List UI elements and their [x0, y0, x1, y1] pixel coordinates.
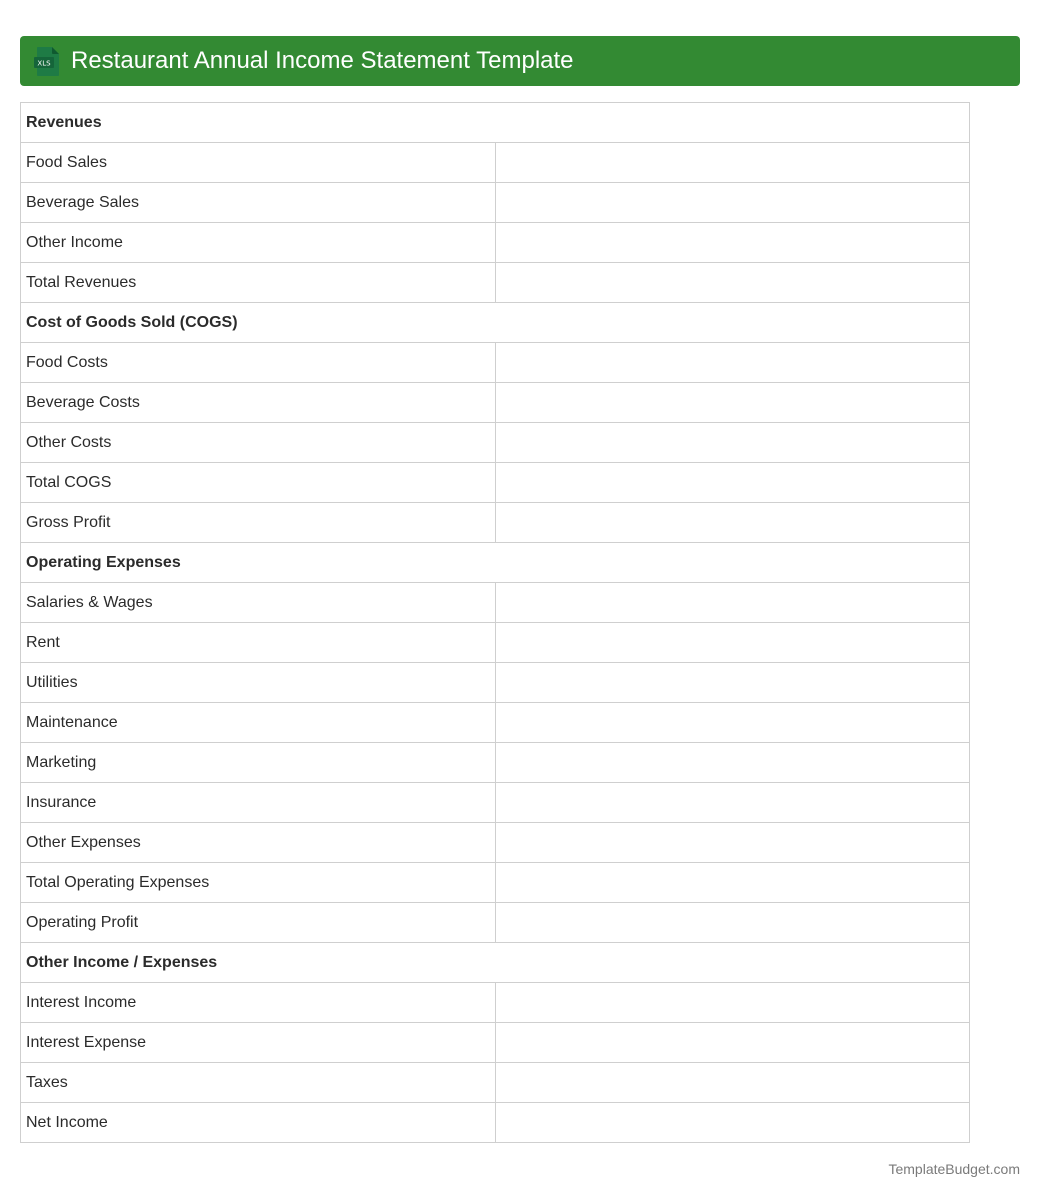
line-item-label: Maintenance: [21, 703, 496, 743]
section-header-label: Cost of Goods Sold (COGS): [21, 303, 970, 343]
line-item-value-cell[interactable]: [495, 463, 970, 503]
line-item-label: Rent: [21, 623, 496, 663]
line-item-label: Taxes: [21, 1063, 496, 1103]
line-item-value-cell[interactable]: [495, 343, 970, 383]
line-item-label: Salaries & Wages: [21, 583, 496, 623]
table-row: [21, 223, 970, 263]
line-item-value-cell[interactable]: [495, 863, 970, 903]
line-item-value-cell[interactable]: [495, 1063, 970, 1103]
line-item-value-cell[interactable]: [495, 583, 970, 623]
table-row: [21, 423, 970, 463]
section-header-label: Operating Expenses: [21, 543, 970, 583]
table-row: [21, 343, 970, 383]
title-bar: [20, 36, 1020, 86]
section-header-row: [21, 103, 970, 143]
table-row: [21, 823, 970, 863]
table-row: [21, 143, 970, 183]
line-item-label: Net Income: [21, 1103, 496, 1143]
table-row: [21, 183, 970, 223]
section-header-row: [21, 303, 970, 343]
line-item-value-cell[interactable]: [495, 703, 970, 743]
line-item-label: Other Expenses: [21, 823, 496, 863]
line-item-value-cell[interactable]: [495, 423, 970, 463]
table-row: [21, 1063, 970, 1103]
line-item-value-cell[interactable]: [495, 623, 970, 663]
line-item-value-cell[interactable]: [495, 903, 970, 943]
line-item-label: Total COGS: [21, 463, 496, 503]
line-item-value-cell[interactable]: [495, 503, 970, 543]
income-statement-table: [20, 102, 970, 1143]
line-item-label: Total Operating Expenses: [21, 863, 496, 903]
table-row: [21, 383, 970, 423]
page-title: Restaurant Annual Income Statement Template: [71, 47, 574, 74]
line-item-label: Interest Income: [21, 983, 496, 1023]
line-item-value-cell[interactable]: [495, 383, 970, 423]
table-row: [21, 783, 970, 823]
xls-icon-text: XLS: [37, 59, 51, 68]
line-item-label: Food Sales: [21, 143, 496, 183]
table-row: [21, 903, 970, 943]
line-item-value-cell[interactable]: [495, 783, 970, 823]
line-item-value-cell[interactable]: [495, 143, 970, 183]
line-item-value-cell[interactable]: [495, 263, 970, 303]
table-row: [21, 863, 970, 903]
table-row: [21, 983, 970, 1023]
line-item-label: Total Revenues: [21, 263, 496, 303]
table-row: [21, 503, 970, 543]
xls-file-icon: [33, 46, 61, 77]
table-row: [21, 743, 970, 783]
table-row: [21, 663, 970, 703]
section-header-label: Revenues: [21, 103, 970, 143]
line-item-label: Insurance: [21, 783, 496, 823]
line-item-value-cell[interactable]: [495, 663, 970, 703]
line-item-value-cell[interactable]: [495, 743, 970, 783]
table-row: [21, 583, 970, 623]
line-item-value-cell[interactable]: [495, 823, 970, 863]
table-row: [21, 1103, 970, 1143]
table-row: [21, 1023, 970, 1063]
line-item-value-cell[interactable]: [495, 1103, 970, 1143]
line-item-label: Food Costs: [21, 343, 496, 383]
section-header-label: Other Income / Expenses: [21, 943, 970, 983]
table-row: [21, 463, 970, 503]
line-item-label: Utilities: [21, 663, 496, 703]
table-row: [21, 703, 970, 743]
table-row: [21, 263, 970, 303]
line-item-label: Beverage Costs: [21, 383, 496, 423]
line-item-label: Gross Profit: [21, 503, 496, 543]
line-item-value-cell[interactable]: [495, 983, 970, 1023]
line-item-value-cell[interactable]: [495, 223, 970, 263]
section-header-row: [21, 943, 970, 983]
line-item-label: Operating Profit: [21, 903, 496, 943]
section-header-row: [21, 543, 970, 583]
line-item-label: Marketing: [21, 743, 496, 783]
line-item-value-cell[interactable]: [495, 183, 970, 223]
line-item-value-cell[interactable]: [495, 1023, 970, 1063]
footer-brand: TemplateBudget.com: [888, 1161, 1020, 1177]
line-item-label: Beverage Sales: [21, 183, 496, 223]
line-item-label: Other Costs: [21, 423, 496, 463]
line-item-label: Interest Expense: [21, 1023, 496, 1063]
table-row: [21, 623, 970, 663]
line-item-label: Other Income: [21, 223, 496, 263]
